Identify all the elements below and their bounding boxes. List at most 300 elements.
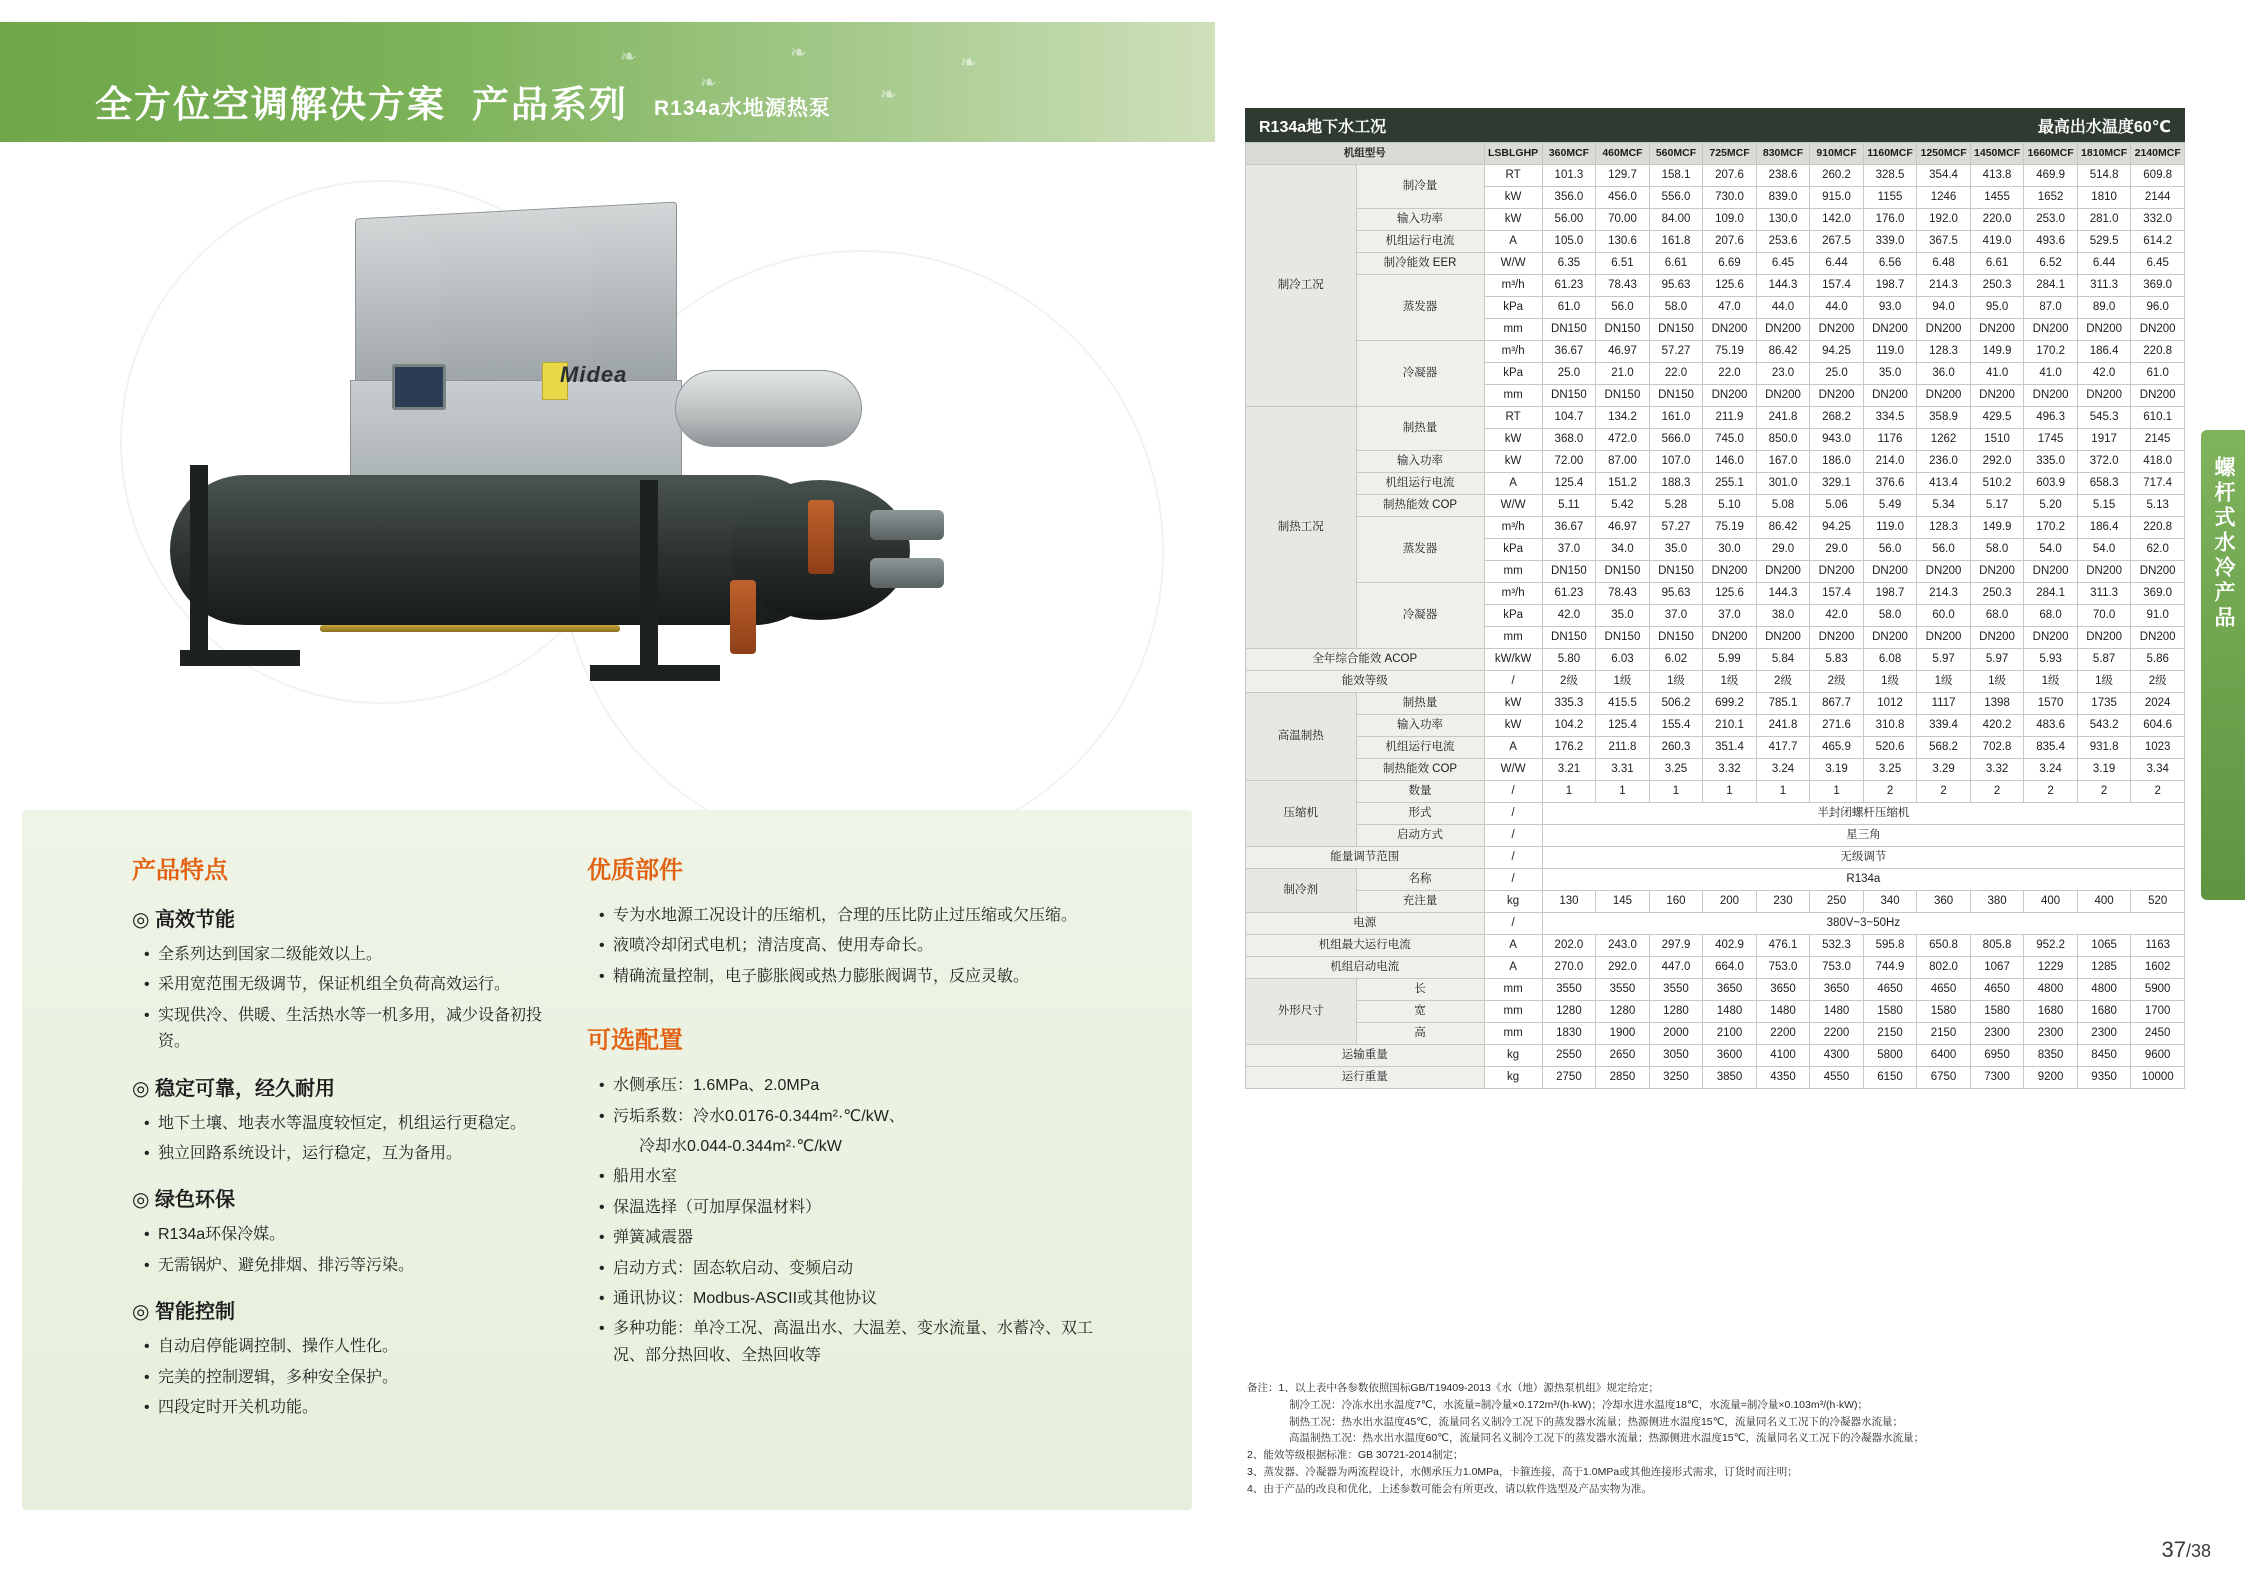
table-cell: 785.1 xyxy=(1756,693,1810,715)
table-cell: 42.0 xyxy=(2077,363,2131,385)
table-cell: DN200 xyxy=(1970,627,2024,649)
table-cell: 1900 xyxy=(1596,1023,1650,1045)
table-cell: 3550 xyxy=(1649,979,1703,1001)
table-cell: 241.8 xyxy=(1756,407,1810,429)
table-cell: 160 xyxy=(1649,891,1703,913)
table-cell: 101.3 xyxy=(1542,165,1596,187)
table-cell: DN200 xyxy=(2024,627,2078,649)
table-cell: DN200 xyxy=(1756,561,1810,583)
table-row xyxy=(1246,1001,2185,1023)
table-cell: 532.3 xyxy=(1810,935,1864,957)
table-cell: 311.3 xyxy=(2077,583,2131,605)
model-line-title: R134a水地源热泵 xyxy=(654,97,831,120)
table-cell: 5.42 xyxy=(1596,495,1650,517)
table-cell: 402.9 xyxy=(1703,935,1757,957)
table-cell: 5.11 xyxy=(1542,495,1596,517)
table-cell: R134a xyxy=(1542,869,2184,891)
table-cell: 753.0 xyxy=(1810,957,1864,979)
option-item: • 水侧承压：1.6MPa、2.0MPa xyxy=(599,1073,1107,1099)
table-cell: 2024 xyxy=(2131,693,2185,715)
row-unit: m³/h xyxy=(1484,341,1542,363)
table-cell: 351.4 xyxy=(1703,737,1757,759)
table-cell: 62.0 xyxy=(2131,539,2185,561)
table-cell: 3650 xyxy=(1810,979,1864,1001)
table-cell: 1级 xyxy=(1970,671,2024,693)
table-cell: 3050 xyxy=(1649,1045,1703,1067)
row-unit: A xyxy=(1484,473,1542,495)
row-unit: kPa xyxy=(1484,605,1542,627)
table-cell: 60.0 xyxy=(1917,605,1971,627)
note-line: 制热工况：热水出水温度45℃，流量同名义制冷工况下的蒸发器水流量；热源侧进水温度15℃，流量同名义工况下的冷凝器水流量； xyxy=(1289,1415,1903,1428)
table-cell: DN150 xyxy=(1542,385,1596,407)
table-cell: 210.1 xyxy=(1703,715,1757,737)
table-cell: 1652 xyxy=(2024,187,2078,209)
row-label: 宽 xyxy=(1356,1001,1484,1023)
table-cell: 2200 xyxy=(1810,1023,1864,1045)
table-cell: 514.8 xyxy=(2077,165,2131,187)
table-row xyxy=(1246,253,2185,275)
row-label: 运行重量 xyxy=(1246,1067,1485,1089)
table-cell: 6400 xyxy=(1917,1045,1971,1067)
table-cell: 46.97 xyxy=(1596,517,1650,539)
table-cell: 130.0 xyxy=(1756,209,1810,231)
component-item: • 专为水地源工况设计的压缩机，合理的压比防止过压缩或欠压缩。 xyxy=(599,903,1107,929)
table-cell: 6.02 xyxy=(1649,649,1703,671)
row-unit: mm xyxy=(1484,385,1542,407)
table-cell: 1280 xyxy=(1649,1001,1703,1023)
table-cell: 4100 xyxy=(1756,1045,1810,1067)
table-cell: 145 xyxy=(1596,891,1650,913)
table-cell: 465.9 xyxy=(1810,737,1864,759)
table-cell: 214.3 xyxy=(1917,275,1971,297)
table-row xyxy=(1246,825,2185,847)
oil-separator-tank xyxy=(675,370,862,447)
table-cell: 41.0 xyxy=(2024,363,2078,385)
table-cell: 1480 xyxy=(1703,1001,1757,1023)
copper-pipe xyxy=(320,625,620,632)
table-cell: 658.3 xyxy=(2077,473,2131,495)
table-cell: 5.15 xyxy=(2077,495,2131,517)
table-cell: DN150 xyxy=(1649,627,1703,649)
table-cell: 9350 xyxy=(2077,1067,2131,1089)
table-cell: 3650 xyxy=(1756,979,1810,1001)
table-cell: 400 xyxy=(2024,891,2078,913)
model-column-header: 2140MCF xyxy=(2131,143,2185,165)
table-cell: 130 xyxy=(1542,891,1596,913)
table-cell: DN150 xyxy=(1542,561,1596,583)
feature-group-title: ◎ 稳定可靠，经久耐用 xyxy=(132,1072,552,1101)
table-cell: 699.2 xyxy=(1703,693,1757,715)
bird-icon: ❧ xyxy=(620,46,637,68)
table-cell: DN200 xyxy=(1810,627,1864,649)
control-panel-screen xyxy=(392,364,446,410)
table-cell: 54.0 xyxy=(2077,539,2131,561)
model-column-header: 910MCF xyxy=(1810,143,1864,165)
table-cell: 155.4 xyxy=(1649,715,1703,737)
table-cell: 3.31 xyxy=(1596,759,1650,781)
table-cell: 745.0 xyxy=(1703,429,1757,451)
table-cell: 1065 xyxy=(2077,935,2131,957)
table-cell: DN200 xyxy=(1970,385,2024,407)
table-cell: 545.3 xyxy=(2077,407,2131,429)
row-unit: W/W xyxy=(1484,759,1542,781)
model-column-header: 725MCF xyxy=(1703,143,1757,165)
feature-item: • 独立回路系统设计，运行稳定，互为备用。 xyxy=(144,1141,552,1167)
table-cell: 8350 xyxy=(2024,1045,2078,1067)
table-cell: 419.0 xyxy=(1970,231,2024,253)
table-cell: 566.0 xyxy=(1649,429,1703,451)
table-cell: DN200 xyxy=(1703,319,1757,341)
table-row xyxy=(1246,759,2185,781)
table-cell: 9200 xyxy=(2024,1067,2078,1089)
table-cell: 1012 xyxy=(1863,693,1917,715)
table-cell: 1480 xyxy=(1756,1001,1810,1023)
table-cell: 61.0 xyxy=(2131,363,2185,385)
table-cell: 5.06 xyxy=(1810,495,1864,517)
table-cell: 456.0 xyxy=(1596,187,1650,209)
table-cell: DN200 xyxy=(1756,385,1810,407)
table-cell: 230 xyxy=(1756,891,1810,913)
table-cell: 105.0 xyxy=(1542,231,1596,253)
table-cell: 86.42 xyxy=(1756,517,1810,539)
water-nozzle xyxy=(870,510,944,540)
table-cell: 5.84 xyxy=(1756,649,1810,671)
table-cell: DN200 xyxy=(1917,319,1971,341)
water-nozzle xyxy=(870,558,944,588)
table-cell: DN150 xyxy=(1542,627,1596,649)
table-row xyxy=(1246,1067,2185,1089)
table-cell: 1580 xyxy=(1917,1001,1971,1023)
table-cell: 376.6 xyxy=(1863,473,1917,495)
table-cell: 42.0 xyxy=(1810,605,1864,627)
table-cell: 87.00 xyxy=(1596,451,1650,473)
components-heading: 优质部件 xyxy=(587,857,683,884)
table-cell: 568.2 xyxy=(1917,737,1971,759)
table-row xyxy=(1246,847,2185,869)
row-label: 机组最大运行电流 xyxy=(1246,935,1485,957)
table-cell: 34.0 xyxy=(1596,539,1650,561)
row-label: 能效等级 xyxy=(1246,671,1485,693)
table-cell: 6.08 xyxy=(1863,649,1917,671)
table-cell: 84.00 xyxy=(1649,209,1703,231)
table-cell: DN200 xyxy=(1863,319,1917,341)
table-cell: 56.0 xyxy=(1863,539,1917,561)
row-label: 机组启动电流 xyxy=(1246,957,1485,979)
table-cell: 214.0 xyxy=(1863,451,1917,473)
row-label: 启动方式 xyxy=(1356,825,1484,847)
table-cell: 2 xyxy=(2024,781,2078,803)
table-cell: 250 xyxy=(1810,891,1864,913)
table-cell: 35.0 xyxy=(1649,539,1703,561)
table-cell: 520 xyxy=(2131,891,2185,913)
table-cell: 207.6 xyxy=(1703,231,1757,253)
table-cell: 6.03 xyxy=(1596,649,1650,671)
table-cell: DN150 xyxy=(1649,319,1703,341)
table-cell: 5.97 xyxy=(1970,649,2024,671)
model-prefix-cell: LSBLGHP xyxy=(1484,143,1542,165)
table-cell: 6.52 xyxy=(2024,253,2078,275)
table-cell: DN200 xyxy=(1703,561,1757,583)
table-cell: 2 xyxy=(1917,781,1971,803)
table-cell: 4800 xyxy=(2024,979,2078,1001)
support-base xyxy=(180,650,300,666)
table-cell: 6.56 xyxy=(1863,253,1917,275)
table-cell: 2144 xyxy=(2131,187,2185,209)
table-row xyxy=(1246,231,2185,253)
table-cell: 128.3 xyxy=(1917,341,1971,363)
table-cell: 5.13 xyxy=(2131,495,2185,517)
table-cell: DN150 xyxy=(1596,561,1650,583)
table-cell: 1480 xyxy=(1810,1001,1864,1023)
row-unit: kW xyxy=(1484,209,1542,231)
row-label: 名称 xyxy=(1356,869,1484,891)
table-cell: 418.0 xyxy=(2131,451,2185,473)
table-cell: 1067 xyxy=(1970,957,2024,979)
table-cell: 192.0 xyxy=(1917,209,1971,231)
table-cell: DN150 xyxy=(1649,385,1703,407)
table-cell: 354.4 xyxy=(1917,165,1971,187)
table-cell: DN200 xyxy=(1810,385,1864,407)
table-cell: 6.51 xyxy=(1596,253,1650,275)
table-cell: 2150 xyxy=(1863,1023,1917,1045)
table-cell: 30.0 xyxy=(1703,539,1757,561)
component-item: • 液喷冷却闭式电机；清洁度高、使用寿命长。 xyxy=(599,933,1107,959)
table-cell: 753.0 xyxy=(1756,957,1810,979)
table-cell: 91.0 xyxy=(2131,605,2185,627)
note-line: 制冷工况：冷冻水出水温度7℃，水流量=制冷量×0.172m³/(h·kW)；冷却水进水温度18℃，水流量=制冷量×0.103m³/(h·kW)； xyxy=(1289,1398,1868,1411)
table-cell: 5.08 xyxy=(1756,495,1810,517)
table-cell: 1级 xyxy=(2024,671,2078,693)
model-column-header: 560MCF xyxy=(1649,143,1703,165)
table-cell: 94.25 xyxy=(1810,341,1864,363)
table-cell: 167.0 xyxy=(1756,451,1810,473)
row-unit: mm xyxy=(1484,627,1542,649)
table-cell: 1246 xyxy=(1917,187,1971,209)
table-cell: 943.0 xyxy=(1810,429,1864,451)
page-title: 全方位空调解决方案 xyxy=(95,84,446,125)
table-cell: 25.0 xyxy=(1810,363,1864,385)
table-cell: 1 xyxy=(1542,781,1596,803)
option-item: • 污垢系数：冷水0.0176-0.344m²·℃/kW、 xyxy=(599,1104,1107,1130)
page-number-sep: / xyxy=(2185,1541,2191,1561)
table-cell: 339.0 xyxy=(1863,231,1917,253)
table-cell: 702.8 xyxy=(1970,737,2024,759)
row-label: 能量调节范围 xyxy=(1246,847,1485,869)
table-cell: 61.23 xyxy=(1542,275,1596,297)
row-unit: kW xyxy=(1484,451,1542,473)
row-label: 电源 xyxy=(1246,913,1485,935)
table-cell: 46.97 xyxy=(1596,341,1650,363)
table-cell: 5.80 xyxy=(1542,649,1596,671)
table-cell: DN150 xyxy=(1596,385,1650,407)
table-cell: 1262 xyxy=(1917,429,1971,451)
table-row xyxy=(1246,913,2185,935)
table-cell: DN200 xyxy=(2131,319,2185,341)
features-left-column xyxy=(132,850,552,1425)
note-line: 备注：1、以上表中各参数依照国标GB/T19409-2013《水（地）源热泵机组》规定给定； xyxy=(1247,1382,1659,1394)
model-column-header: 460MCF xyxy=(1596,143,1650,165)
feature-item: • 采用宽范围无级调节，保证机组全负荷高效运行。 xyxy=(144,972,552,998)
table-cell: 87.0 xyxy=(2024,297,2078,319)
table-cell: 328.5 xyxy=(1863,165,1917,187)
table-row xyxy=(1246,473,2185,495)
table-cell: 38.0 xyxy=(1756,605,1810,627)
table-cell: 496.3 xyxy=(2024,407,2078,429)
table-cell: 1023 xyxy=(2131,737,2185,759)
table-cell: 5.93 xyxy=(2024,649,2078,671)
table-cell: DN200 xyxy=(1810,319,1864,341)
model-column-header: 360MCF xyxy=(1542,143,1596,165)
table-cell: 335.3 xyxy=(1542,693,1596,715)
table-cell: 3550 xyxy=(1542,979,1596,1001)
table-cell: 2 xyxy=(1863,781,1917,803)
option-item: • 多种功能：单冷工况、高温出水、大温差、变水流量、水蓄冷、双工况、部分热回收、全热回收等 xyxy=(599,1316,1107,1369)
table-cell: 1229 xyxy=(2024,957,2078,979)
table-cell: DN200 xyxy=(1810,561,1864,583)
table-cell: 41.0 xyxy=(1970,363,2024,385)
spec-table-title-left: R134a地下水工况 xyxy=(1259,118,1387,136)
row-unit: / xyxy=(1484,671,1542,693)
table-cell: 1 xyxy=(1703,781,1757,803)
section-label: 制冷工况 xyxy=(1246,165,1357,407)
table-cell: 268.2 xyxy=(1810,407,1864,429)
bird-icon: ❧ xyxy=(880,84,897,106)
table-cell: 469.9 xyxy=(2024,165,2078,187)
series-title: 产品系列 xyxy=(472,84,628,125)
table-cell: 1级 xyxy=(1596,671,1650,693)
table-cell: 2145 xyxy=(2131,429,2185,451)
table-cell: 21.0 xyxy=(1596,363,1650,385)
table-cell: 2550 xyxy=(1542,1045,1596,1067)
table-cell: DN200 xyxy=(2077,561,2131,583)
table-row xyxy=(1246,891,2185,913)
table-row xyxy=(1246,715,2185,737)
table-cell: 161.8 xyxy=(1649,231,1703,253)
table-cell: 78.43 xyxy=(1596,583,1650,605)
table-cell: 506.2 xyxy=(1649,693,1703,715)
model-column-header: 1810MCF xyxy=(2077,143,2131,165)
table-cell: 3.24 xyxy=(1756,759,1810,781)
bird-icon: ❧ xyxy=(700,72,717,94)
table-row xyxy=(1246,935,2185,957)
table-cell: 603.9 xyxy=(2024,473,2078,495)
table-cell: 6.44 xyxy=(2077,253,2131,275)
table-cell: 281.0 xyxy=(2077,209,2131,231)
table-cell: 604.6 xyxy=(2131,715,2185,737)
table-cell: 292.0 xyxy=(1970,451,2024,473)
table-cell: 86.42 xyxy=(1756,341,1810,363)
table-cell: 198.7 xyxy=(1863,275,1917,297)
option-item: • 弹簧减震器 xyxy=(599,1225,1107,1251)
table-cell: 850.0 xyxy=(1756,429,1810,451)
table-cell: 5.49 xyxy=(1863,495,1917,517)
section-label: 制热工况 xyxy=(1246,407,1357,649)
row-unit: A xyxy=(1484,957,1542,979)
table-cell: 3.25 xyxy=(1649,759,1703,781)
table-cell: 1155 xyxy=(1863,187,1917,209)
table-cell: 335.0 xyxy=(2024,451,2078,473)
table-cell: 2650 xyxy=(1596,1045,1650,1067)
table-cell: 220.8 xyxy=(2131,517,2185,539)
table-cell: 211.9 xyxy=(1703,407,1757,429)
row-unit: kPa xyxy=(1484,539,1542,561)
table-cell: 104.2 xyxy=(1542,715,1596,737)
table-cell: 70.0 xyxy=(2077,605,2131,627)
model-column-header: 1450MCF xyxy=(1970,143,2024,165)
model-column-header: 830MCF xyxy=(1756,143,1810,165)
table-row xyxy=(1246,209,2185,231)
table-cell: 4650 xyxy=(1917,979,1971,1001)
table-cell: 417.7 xyxy=(1756,737,1810,759)
table-cell: 5800 xyxy=(1863,1045,1917,1067)
table-cell: 36.67 xyxy=(1542,517,1596,539)
table-cell: 429.5 xyxy=(1970,407,2024,429)
option-item: • 通讯协议：Modbus-ASCII或其他协议 xyxy=(599,1286,1107,1312)
table-cell: 146.0 xyxy=(1703,451,1757,473)
table-cell: 68.0 xyxy=(2024,605,2078,627)
table-cell: 56.0 xyxy=(1917,539,1971,561)
table-cell: 400 xyxy=(2077,891,2131,913)
table-cell: 29.0 xyxy=(1756,539,1810,561)
table-cell: 2级 xyxy=(1756,671,1810,693)
table-cell: 57.27 xyxy=(1649,517,1703,539)
table-cell: 2级 xyxy=(2131,671,2185,693)
row-unit: kW xyxy=(1484,429,1542,451)
table-cell: DN200 xyxy=(1970,561,2024,583)
table-cell: DN200 xyxy=(2077,627,2131,649)
row-unit: kW xyxy=(1484,693,1542,715)
table-cell: 176.0 xyxy=(1863,209,1917,231)
table-cell: 58.0 xyxy=(1863,605,1917,627)
table-cell: 250.3 xyxy=(1970,275,2024,297)
table-cell: 284.1 xyxy=(2024,583,2078,605)
table-cell: 198.7 xyxy=(1863,583,1917,605)
table-cell: DN200 xyxy=(1863,561,1917,583)
row-label: 数量 xyxy=(1356,781,1484,803)
table-row xyxy=(1246,649,2185,671)
table-cell: 3.32 xyxy=(1970,759,2024,781)
table-cell: 650.8 xyxy=(1917,935,1971,957)
table-cell: 125.6 xyxy=(1703,583,1757,605)
table-cell: 44.0 xyxy=(1756,297,1810,319)
table-cell: 310.8 xyxy=(1863,715,1917,737)
feature-item: • 完美的控制逻辑，多种安全保护。 xyxy=(144,1365,552,1391)
table-cell: 292.0 xyxy=(1596,957,1650,979)
row-unit: / xyxy=(1484,847,1542,869)
table-cell: DN200 xyxy=(1756,319,1810,341)
specification-table xyxy=(1245,142,2185,1089)
table-cell: DN200 xyxy=(2024,385,2078,407)
right-column xyxy=(1225,0,2245,1587)
table-cell: 610.1 xyxy=(2131,407,2185,429)
row-unit: mm xyxy=(1484,561,1542,583)
page-number-total: 38 xyxy=(2190,1541,2211,1561)
table-row xyxy=(1246,583,2185,605)
table-cell: 253.0 xyxy=(2024,209,2078,231)
table-cell: 42.0 xyxy=(1542,605,1596,627)
table-cell: DN150 xyxy=(1649,561,1703,583)
table-row xyxy=(1246,737,2185,759)
table-cell: 6950 xyxy=(1970,1045,2024,1067)
row-group-label: 机组运行电流 xyxy=(1356,473,1484,495)
feature-group-title: ◎ 高效节能 xyxy=(132,903,552,932)
table-cell: 94.0 xyxy=(1917,297,1971,319)
brand-logo: Midea xyxy=(560,362,628,387)
table-cell: 23.0 xyxy=(1756,363,1810,385)
table-cell: 188.3 xyxy=(1649,473,1703,495)
table-cell: 730.0 xyxy=(1703,187,1757,209)
table-cell: 58.0 xyxy=(1970,539,2024,561)
